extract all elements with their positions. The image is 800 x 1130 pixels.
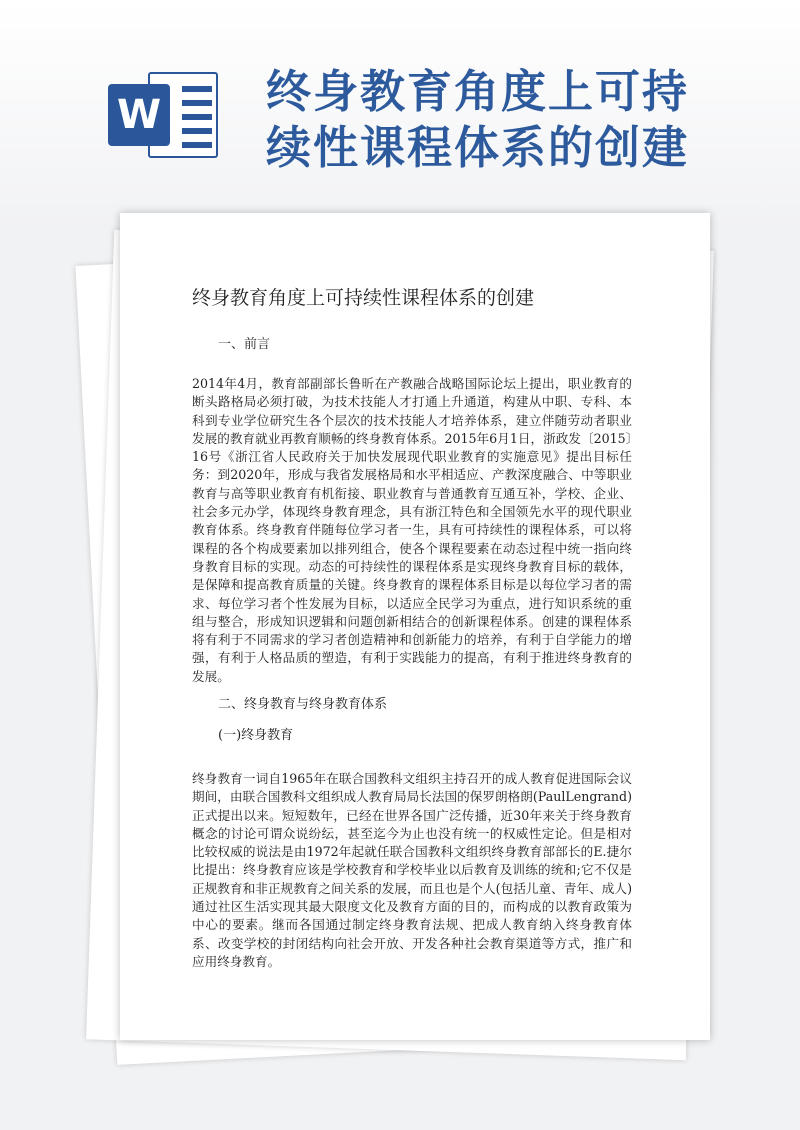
banner-title: 终身教育角度上可持续性课程体系的创建: [266, 65, 690, 174]
subsection-heading-lifelong-education: (一)终身教育: [218, 728, 294, 743]
paragraph-preface: 2014年4月，教育部副部长鲁昕在产教融合战略国际论坛上提出，职业教育的断头路格局必须打破，为技术技能人才打通上升通道，构建从中职、专科、本科到专业学位研究生各个层次的技术技能人才培养体系，建立伴随劳动者职业发展的教育就业再教育顺畅的终身教育体系。2015年6月1日，浙政发〔2015〕16号《浙江省人民政府关于加快发展现代职业教育的实施意见》提出目标任务：到2020年，形成与我省发展格局和水平相适应、产教深度融合、中等职业教育与高等职业教育有机衔接、职业教育与普通教育互通互补，学校、企业、社会多元办学，体现终身教育理念，具有浙江特色和全国领先水平的现代职业教育体系。终身教育伴随每位学习者一生，具有可持续性的课程体系，可以将课程的各个构成要素加以排列组合，使各个课程要素在动态过程中统一指向终身教育目标的实现。动态的可持续性的课程体系是实现终身教育目标的载体，是保障和提高教育质量的关键。终身教育的课程体系目标是以每位学习者的需求、每位学习者个性发展为目标，以适应全民学习为重点，进行知识系统的重组与整合，形成知识逻辑和问题创新相结合的创新课程体系。创建的课程体系将有利于不同需求的学习者创造精神和创新能力的培养，有利于自学能力的增强，有利于人格品质的塑造，有利于实践能力的提高，有利于推进终身教育的发展。: [192, 376, 632, 684]
word-icon-line: [182, 142, 212, 148]
word-icon-line: [182, 86, 212, 92]
word-icon-badge: W: [108, 84, 170, 146]
word-icon-line: [182, 114, 212, 120]
word-icon: [108, 66, 218, 162]
section-heading-lifelong-education: 二、终身教育与终身教育体系: [218, 697, 388, 712]
paragraph-lifelong-education: 终身教育一词自1965年在联合国教科文组织主持召开的成人教育促进国际会议期间，由联合国教科文组织成人教育局局长法国的保罗朗格朗(PaulLengrand)正式提出以来。短短数年，已经在世界各国广泛传播，近30年来关于终身教育概念的讨论可谓众说纷纭，甚至迄今为止也没有统一的权威性定论。但是相对比较权威的说法是由1972年起就任联合国教科文组织终身教育部部长的E.捷尔比提出：终身教育应该是学校教育和学校毕业以后教育及训练的统和;它不仅是正规教育和非正规教育之间关系的发展，而且也是个人(包括儿童、青年、成人)通过社区生活实现其最大限度文化及教育方面的目的，而构成的以教育政策为中心的要素。继而各国通过制定终身教育法规、把成人教育纳入终身教育体系、改变学校的封闭结构向社会开放、开发各种社会教育渠道等方式，推广和应用终身教育。: [192, 771, 632, 969]
word-icon-line: [182, 100, 212, 106]
word-icon-line: [182, 128, 212, 134]
document-title: 终身教育角度上可持续性课程体系的创建: [192, 287, 535, 309]
section-heading-preface: 一、前言: [218, 337, 271, 352]
